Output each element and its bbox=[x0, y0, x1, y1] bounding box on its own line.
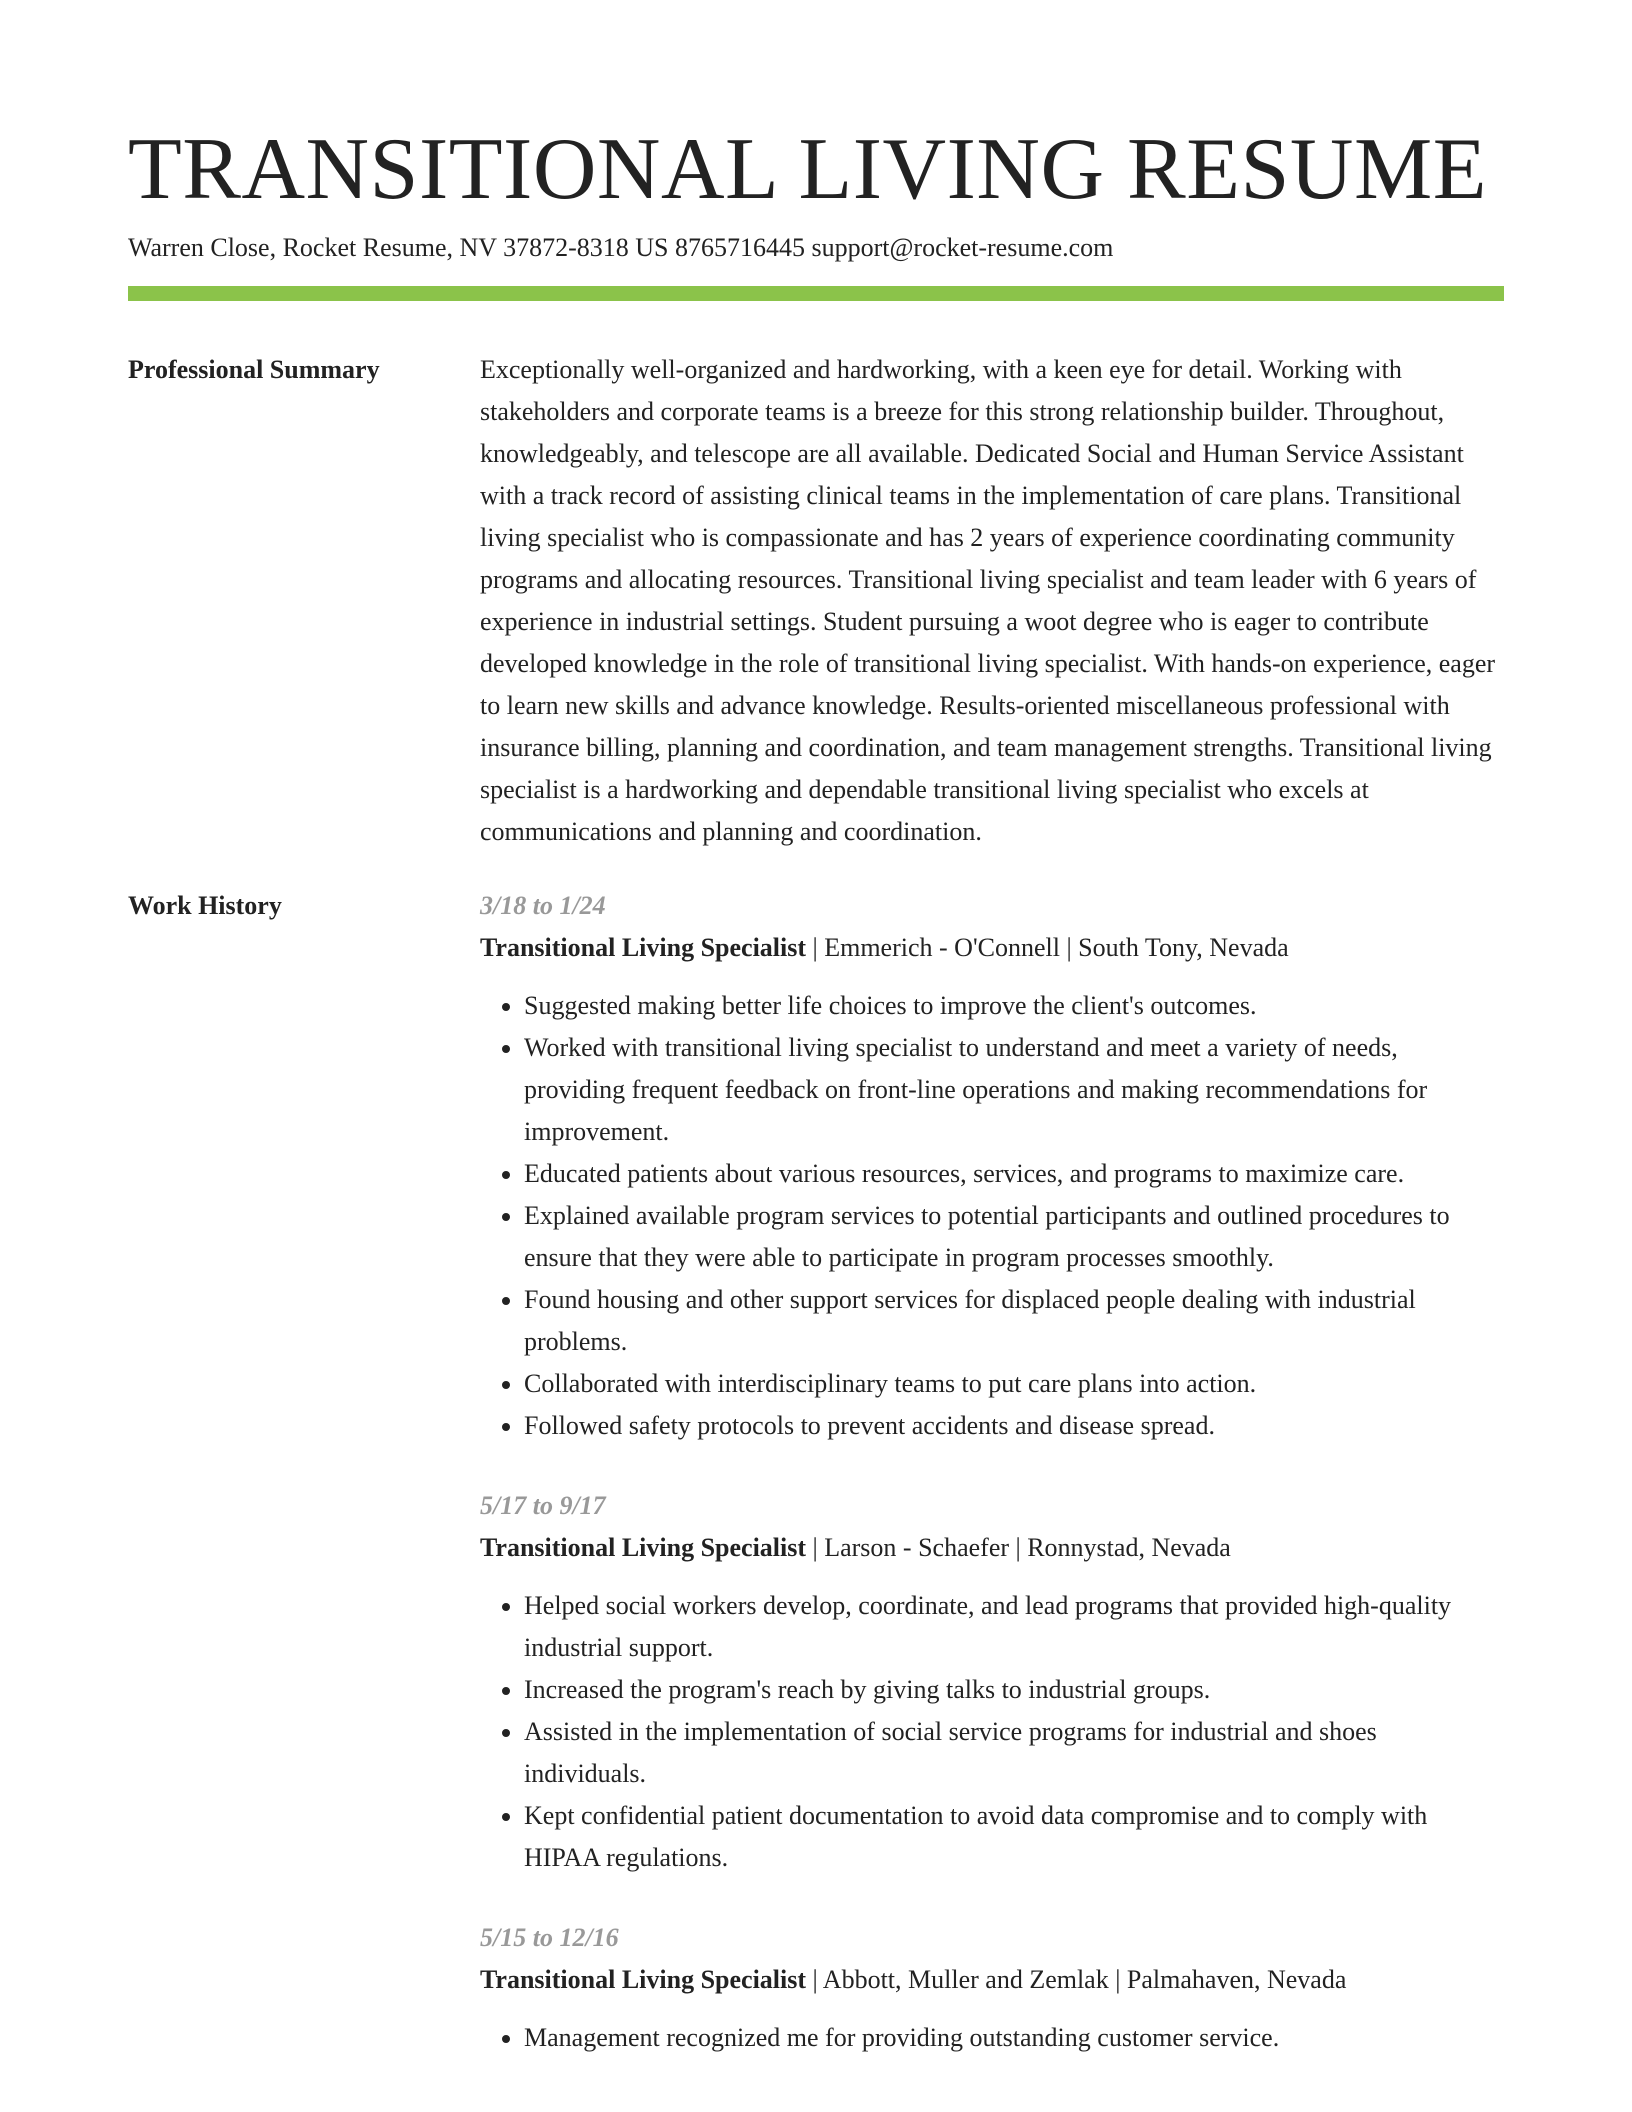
job-bullet: • Explained available program services to potential participants and outlined procedures to ensure that they were able to participate in program processes smoothly. bbox=[524, 1195, 1504, 1279]
job-bullet: • Worked with transitional living specialist to understand and meet a variety of needs, providing frequent feedback on front-line operations and making recommendations for improvement. bbox=[524, 1027, 1504, 1153]
job-entry-3 bbox=[480, 1917, 1504, 2059]
job-title: Transitional Living Specialist bbox=[480, 1965, 807, 1994]
job-dates: 5/17 to 9/17 bbox=[480, 1491, 606, 1520]
contact-line: Warren Close, Rocket Resume, NV 37872-8318 US 8765716445 support@rocket-resume.com bbox=[128, 233, 1114, 262]
job-details: | Larson - Schaefer | Ronnystad, Nevada bbox=[806, 1533, 1231, 1562]
section-label-work: Work History bbox=[128, 891, 282, 920]
work-history-body bbox=[480, 885, 1504, 2097]
job-bullet: • Kept confidential patient documentation to avoid data compromise and to comply with HIPAA regulations. bbox=[524, 1795, 1504, 1879]
job-bullets bbox=[480, 1585, 1504, 1879]
section-label-summary: Professional Summary bbox=[128, 355, 380, 384]
job-bullet: • Suggested making better life choices to improve the client's outcomes. bbox=[524, 985, 1504, 1027]
job-entry-1 bbox=[480, 885, 1504, 1447]
job-bullet: • Followed safety protocols to prevent accidents and disease spread. bbox=[524, 1405, 1504, 1447]
job-dates: 3/18 to 1/24 bbox=[480, 891, 606, 920]
job-bullet: • Collaborated with interdisciplinary teams to put care plans into action. bbox=[524, 1363, 1504, 1405]
job-heading bbox=[480, 1527, 1504, 1569]
job-details: | Abbott, Muller and Zemlak | Palmahaven, Nevada bbox=[806, 1965, 1347, 1994]
job-dates: 5/15 to 12/16 bbox=[480, 1923, 619, 1952]
job-details: | Emmerich - O'Connell | South Tony, Nevada bbox=[806, 933, 1289, 962]
job-bullet: • Helped social workers develop, coordinate, and lead programs that provided high-quality industrial support. bbox=[524, 1585, 1504, 1669]
header-divider bbox=[128, 286, 1504, 301]
resume-page bbox=[128, 0, 1504, 2097]
job-bullets bbox=[480, 985, 1504, 1447]
work-history-section bbox=[128, 885, 1504, 2097]
job-title: Transitional Living Specialist bbox=[480, 1533, 807, 1562]
job-title: Transitional Living Specialist bbox=[480, 933, 807, 962]
summary-text: Exceptionally well-organized and hardworking, with a keen eye for detail. Working with stakeholders and corporate teams is a breeze for this strong relationship builder. Throughout, knowledgeably, and telescope are all available. Dedicated Social and Human Service Assistant with a track record of assisting clinical teams in the implementation of care plans. Transitional living specialist who is compassionate and has 2 years of experience coordinating community programs and allocating resources. Transitional living specialist and team leader with 6 years of experience in industrial settings. Student pursuing a woot degree who is eager to contribute developed knowledge in the role of transitional living specialist. With hands-on experience, eager to learn new skills and advance knowledge. Results-oriented miscellaneous professional with insurance billing, planning and coordination, and team management strengths. Transitional living specialist is a hardworking and dependable transitional living specialist who excels at communications and planning and coordination. bbox=[480, 355, 1496, 846]
summary-body bbox=[480, 349, 1504, 853]
job-bullet: • Found housing and other support services for displaced people dealing with industrial problems. bbox=[524, 1279, 1504, 1363]
job-entry-2 bbox=[480, 1485, 1504, 1879]
job-heading bbox=[480, 1959, 1504, 2001]
job-bullets bbox=[480, 2017, 1504, 2059]
job-bullet: • Assisted in the implementation of social service programs for industrial and shoes individuals. bbox=[524, 1711, 1504, 1795]
job-heading bbox=[480, 927, 1504, 969]
job-bullet: • Increased the program's reach by giving talks to industrial groups. bbox=[524, 1669, 1504, 1711]
job-bullet: • Management recognized me for providing outstanding customer service. bbox=[524, 2017, 1504, 2059]
professional-summary-section bbox=[128, 349, 1504, 853]
resume-title: TRANSITIONAL LIVING RESUME bbox=[128, 121, 1487, 218]
job-bullet: • Educated patients about various resources, services, and programs to maximize care. bbox=[524, 1153, 1504, 1195]
